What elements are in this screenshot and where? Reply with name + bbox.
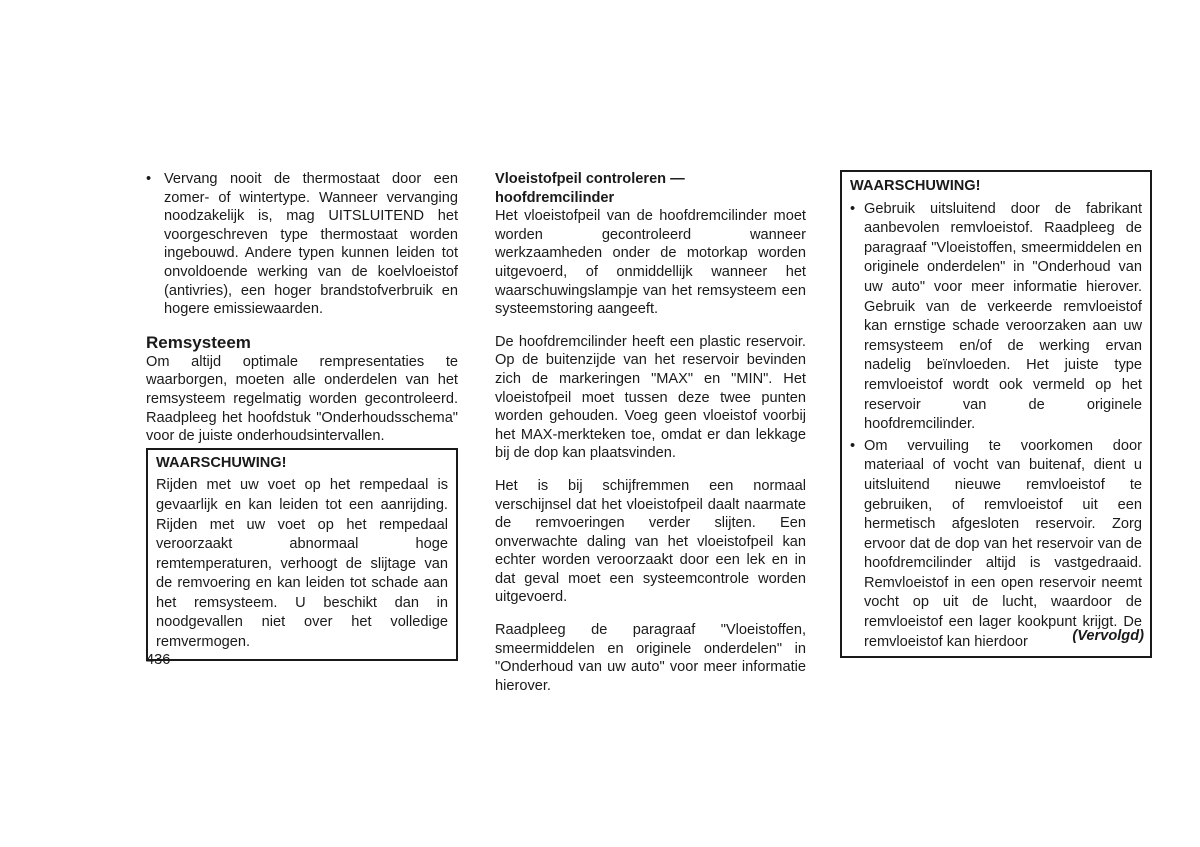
- paragraph: Het vloeistofpeil van de hoofdremcilinder moet worden gecontroleerd wanneer werkzaamheden onder de motorkap worden uitgevoerd, of onmiddellijk wanneer het waarschuwingslampje van het remsysteem een systeemstoring aangeeft.: [495, 208, 806, 318]
- warning-title: WAARSCHUWING!: [850, 178, 981, 194]
- paragraph: Raadpleeg de paragraaf "Vloeistoffen, smeermiddelen en originele onderdelen" in "Onderhoud van uw auto" voor meer informatie hierover.: [495, 622, 806, 694]
- column-left: [146, 170, 458, 661]
- page-number: 436: [146, 652, 171, 668]
- paragraph: De hoofdremcilinder heeft een plastic reservoir. Op de buitenzijde van het reservoir bevinden zich de markeringen "MAX" en "MIN". Het vloeistofpeil moet tussen deze twee punten worden gehouden. Voeg geen vloeistof voorbij het MAX-merkteken toe, omdat er dan lekkage bij de dop kan plaatsvinden.: [495, 333, 806, 462]
- list-item-text: Vervang nooit de thermostaat door een zomer- of wintertype. Wanneer vervanging noodzakelijk is, mag UITSLUITEND het voorgeschreven type thermostaat worden ingebouwd. Andere typen kunnen leiden tot onvoldoende werking van de koelvloeistof (antivries), een hoger brandstofverbruik en hogere emissiewaarden.: [164, 171, 458, 318]
- continued-label: (Vervolgd): [1072, 628, 1144, 644]
- bullet-marker: •: [850, 437, 856, 454]
- warning-box: [146, 448, 458, 661]
- paragraph: Het is bij schijfremmen een normaal verschijnsel dat het vloeistofpeil daalt naarmate de remvoeringen verder slijten. Een onverwachte daling van het vloeistofpeil kan echter worden veroorzaakt door een lek en in dat geval moet een systeemcontrole worden uitgevoerd.: [495, 477, 806, 606]
- column-right: [840, 170, 1152, 658]
- list-item-text: Om vervuiling te voorkomen door materiaal of vocht van buitenaf, dient u uitsluitend nieuwe remvloeistof te gebruiken, of remvloeistof uit een hermetisch afgesloten reservoir. Zorg ervoor dat de dop van het reservoir van de hoofdremcilinder altijd is vastgedraaid. Remvloeistof in een open reservoir neemt vocht op uit de lucht, waardoor de remvloeistof een lager kookpunt krijgt. De remvloeistof kan hierdoor: [864, 437, 1142, 650]
- list-item: [850, 200, 1142, 435]
- bullet-marker: •: [850, 200, 856, 217]
- section-heading-vloeistofpeil: Vloeistofpeil controleren — hoofdremcilinder: [495, 171, 685, 206]
- warning-text: Rijden met uw voet op het rempedaal is gevaarlijk en kan leiden tot een aanrijding. Rijden met uw voet op het rempedaal veroorzaakt abnormaal hoge remtemperaturen, verhoogt de slijtage van de remvoering en kan leiden tot schade aan het remsysteem. U beschikt dan in noodgevallen niet over het volledige remvermogen.: [156, 477, 448, 651]
- warning-box: [840, 170, 1152, 658]
- list-item-text: Gebruik uitsluitend door de fabrikant aanbevolen remvloeistof. Raadpleeg de paragraaf "Vloeistoffen, smeermiddelen en originele onderdelen" in "Onderhoud van uw auto" voor meer informatie hierover. Gebruik van de verkeerde remvloeistof kan ernstige schade veroorzaken aan uw remsysteem en/of de werking ervan nadelig beïnvloeden. Het juiste type remvloeistof wordt ook vermeld op het reservoir van de originele hoofdremcilinder.: [864, 200, 1142, 433]
- warning-title: WAARSCHUWING!: [156, 454, 287, 471]
- bullet-marker: •: [146, 171, 152, 187]
- column-middle: [495, 170, 806, 695]
- paragraph: Om altijd optimale rempresentaties te waarborgen, moeten alle onderdelen van het remsysteem regelmatig worden gecontroleerd. Raadpleeg het hoofdstuk "Onderhoudsschema" voor de juiste onderhoudsintervallen.: [146, 353, 458, 445]
- list-item: [850, 437, 1142, 653]
- section-heading-remsysteem: Remsysteem: [146, 332, 251, 352]
- list-item: [146, 170, 458, 319]
